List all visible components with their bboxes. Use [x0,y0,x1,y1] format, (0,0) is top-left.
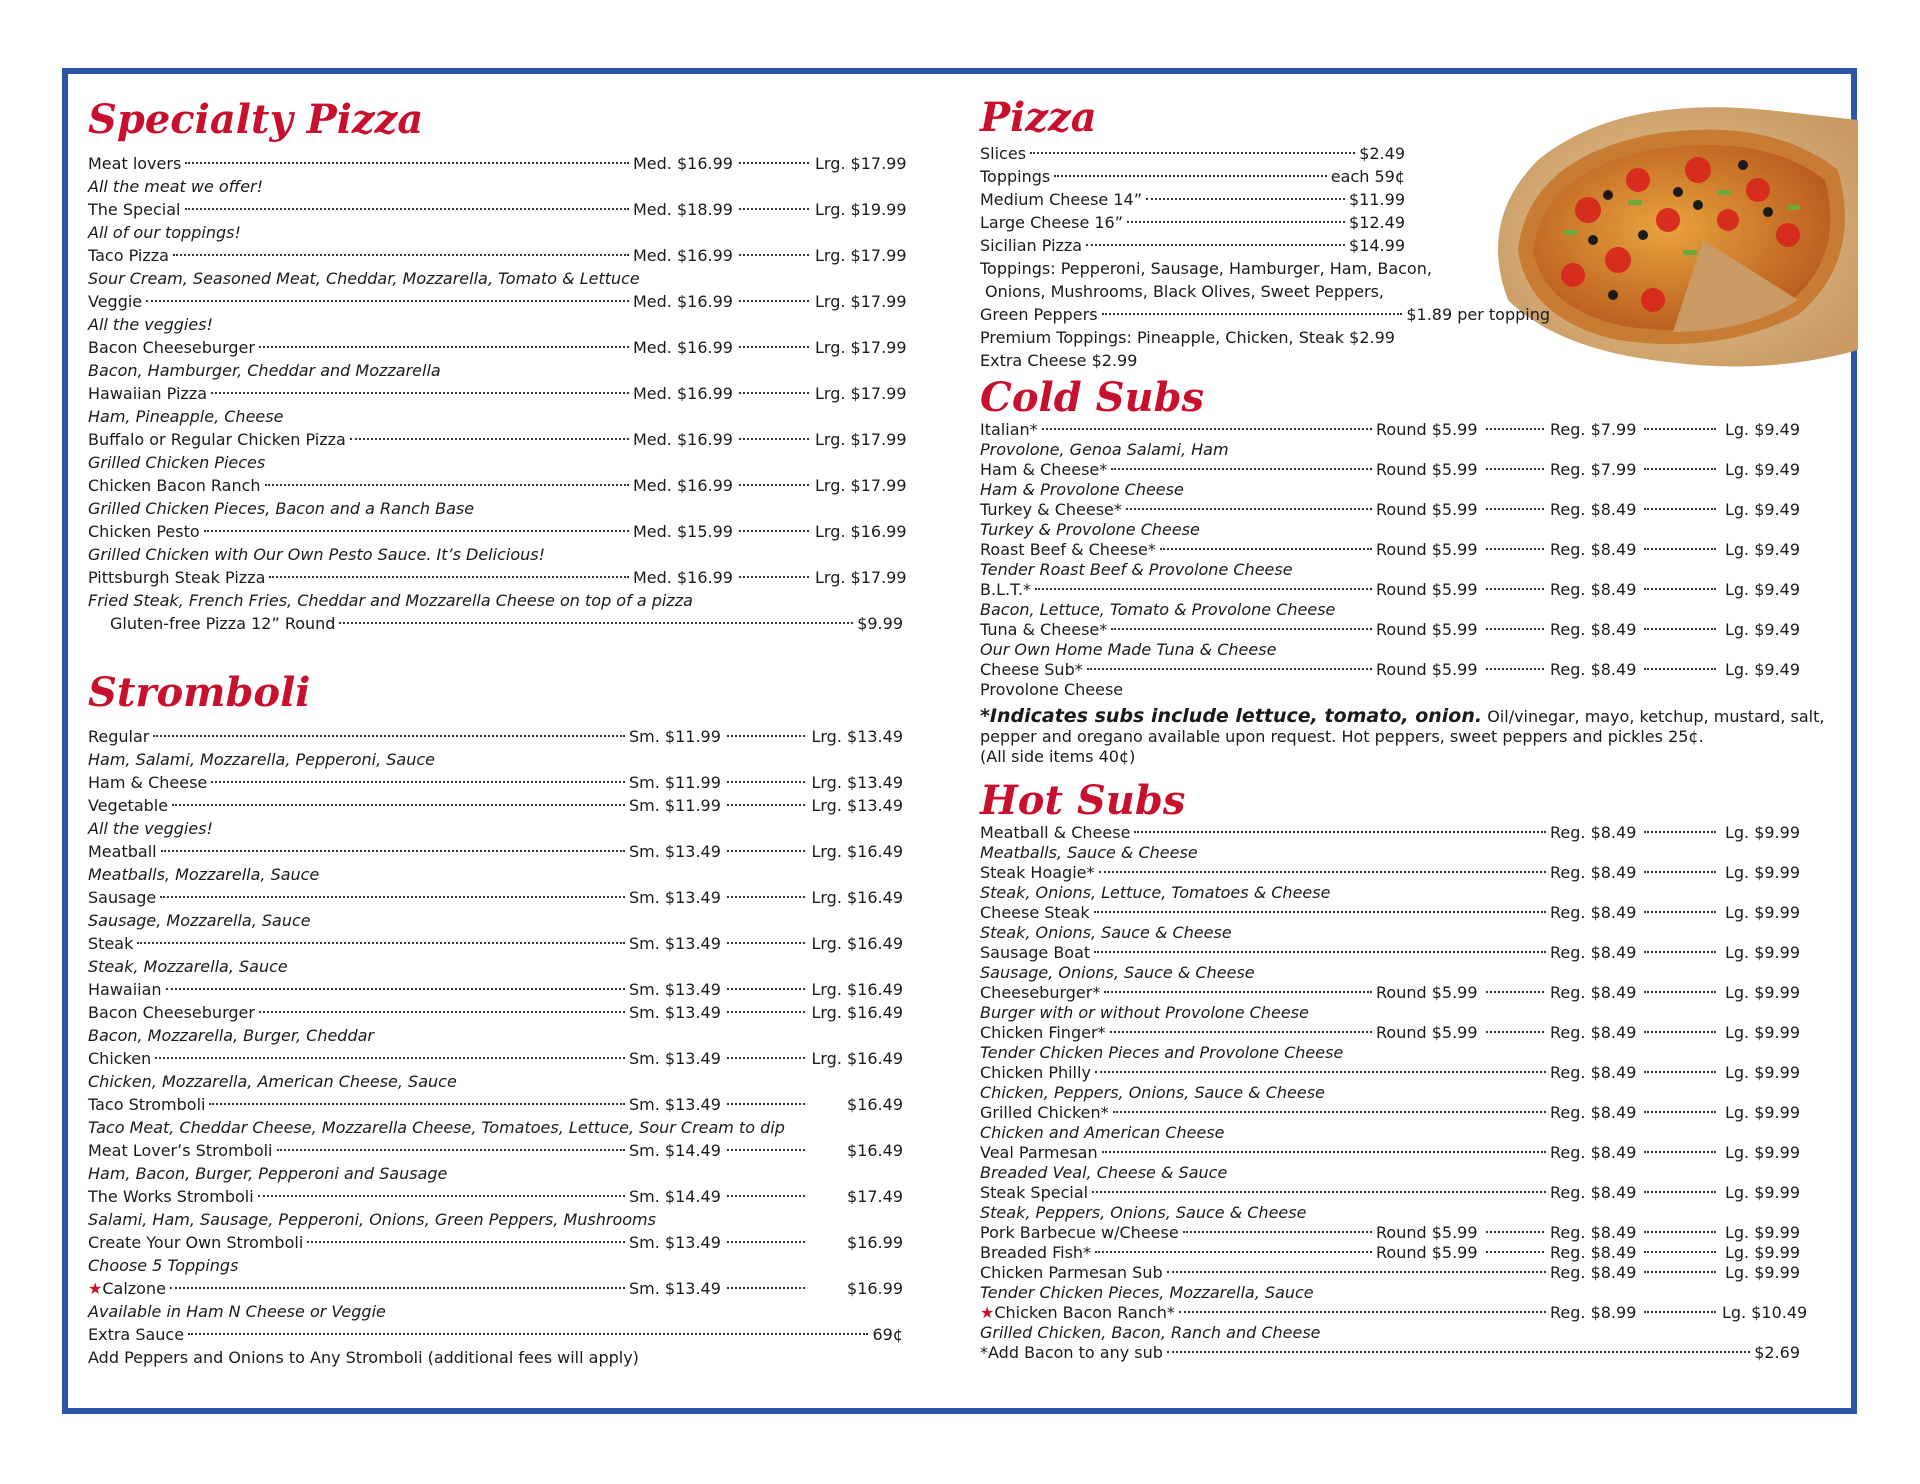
large-price: Lrg. $17.99 [815,338,907,357]
extra-cheese: Extra Cheese $2.99 [980,351,1138,370]
medium-price: Med. $16.99 [633,568,733,587]
item-price: each 59¢ [1330,167,1405,186]
extra-sauce-row [88,1323,903,1346]
toppings-line-1: Toppings: Pepperoni, Sausage, Hamburger, Ham, Bacon, [980,259,1432,278]
item-name: Meat lovers [88,154,182,173]
sub-item-row [980,500,1800,520]
regular-price: Reg. $8.49 [1550,983,1637,1002]
small-price: Sm. $11.99 [629,773,721,792]
item-name: Hawaiian [88,980,162,999]
round-price: Round $5.99 [1376,1223,1478,1242]
large-price: Lrg. $16.99 [815,522,907,541]
item-name: Meatball & Cheese [980,823,1131,842]
sub-item-row [980,1223,1800,1243]
item-name: Hawaiian Pizza [88,384,207,403]
item-name: Sausage [88,888,157,907]
round-price: Round $5.99 [1376,500,1478,519]
large-price: Lrg. $17.99 [815,568,907,587]
round-price: Round $5.99 [1376,580,1478,599]
large-price: Lg. $9.49 [1724,660,1800,679]
item-name: Taco Pizza [88,246,169,265]
item-name: Tuna & Cheese* [980,620,1108,639]
large-price: Lg. $9.49 [1724,500,1800,519]
item-name: Sicilian Pizza [980,236,1083,255]
item-description: Tender Chicken Pieces, Mozzarella, Sauce [980,1283,1314,1302]
round-price: Round $5.99 [1376,460,1478,479]
medium-price: Med. $18.99 [633,200,733,219]
item-name: Italian* [980,420,1038,439]
toppings-line-3: Green Peppers [980,305,1098,324]
star-icon: ★ [980,1303,995,1322]
medium-price: Med. $16.99 [633,154,733,173]
regular-price: Reg. $8.49 [1550,1063,1637,1082]
item-description: Meatballs, Sauce & Cheese [980,843,1198,862]
pizza-list [980,142,1405,257]
item-name: Roast Beef & Cheese* [980,540,1156,559]
large-price: Lrg. $16.49 [811,888,903,907]
item-name: The Special [88,200,181,219]
large-price: $16.99 [847,1279,903,1298]
small-price: Sm. $13.49 [629,1003,721,1022]
pizza-item-row [980,142,1405,165]
item-name: Meatball [88,842,157,861]
large-price: Lrg. $13.49 [811,796,903,815]
sub-item-row [980,620,1800,640]
large-price: Lrg. $16.49 [811,980,903,999]
small-price: Sm. $13.49 [629,1095,721,1114]
large-price: $16.99 [847,1233,903,1252]
cold-note-line3: (All side items 40¢) [980,747,1136,766]
gluten-free-price: $9.99 [857,614,903,633]
item-name: Breaded Fish* [980,1243,1092,1262]
item-description: Bacon, Hamburger, Cheddar and Mozzarella [88,361,441,380]
item-description: Available in Ham N Cheese or Veggie [88,1302,386,1321]
specialty-item-row [88,566,907,589]
medium-price: Med. $16.99 [633,292,733,311]
item-description: Our Own Home Made Tuna & Cheese [980,640,1277,659]
large-price: Lrg. $19.99 [815,200,907,219]
pizza-item-row [980,211,1405,234]
round-price: Round $5.99 [1376,540,1478,559]
left-column [88,96,907,1369]
large-price: Lrg. $16.49 [811,934,903,953]
item-price: $12.49 [1349,213,1405,232]
specialty-item-row [88,428,907,451]
sub-item-row [980,1183,1800,1203]
regular-price: Reg. $8.49 [1550,1243,1637,1262]
item-name: Chicken Finger* [980,1023,1106,1042]
regular-price: Reg. $8.49 [1550,1143,1637,1162]
stromboli-item-row [88,1277,903,1300]
item-description: Meatballs, Mozzarella, Sauce [88,865,320,884]
small-price: Sm. $13.49 [629,980,721,999]
cold-note-bold: *Indicates subs include lettuce, tomato, onion. [980,705,1483,727]
sub-item-row [980,863,1800,883]
medium-price: Med. $16.99 [633,476,733,495]
item-description: Fried Steak, French Fries, Cheddar and Mozzarella Cheese on top of a pizza [88,591,693,610]
specialty-item-row [88,474,907,497]
large-price: Lrg. $13.49 [811,727,903,746]
large-price: Lg. $9.99 [1724,1103,1800,1122]
item-price: $2.49 [1359,144,1405,163]
item-name: Pittsburgh Steak Pizza [88,568,266,587]
regular-price: Reg. $8.49 [1550,903,1637,922]
regular-price: Reg. $8.49 [1550,500,1637,519]
medium-price: Med. $16.99 [633,338,733,357]
round-price: Round $5.99 [1376,983,1478,1002]
item-name: Pork Barbecue w/Cheese [980,1223,1179,1242]
stromboli-item-row [88,1185,903,1208]
stromboli-item-row [88,1093,903,1116]
large-price: Lrg. $17.99 [815,476,907,495]
item-description: Grilled Chicken Pieces [88,453,266,472]
item-description: Turkey & Provolone Cheese [980,520,1200,539]
item-name: Steak Special [980,1183,1089,1202]
sub-item-row [980,823,1800,843]
large-price: $16.49 [847,1095,903,1114]
item-name: Chicken Pesto [88,522,200,541]
hot-subs-list [980,823,1808,1343]
pizza-item-row [980,188,1405,211]
item-description: All the veggies! [88,819,213,838]
item-name: Bacon Cheeseburger [88,338,255,357]
specialty-item-row [88,244,907,267]
item-description: Bacon, Lettuce, Tomato & Provolone Cheese [980,600,1336,619]
item-description: Ham, Bacon, Burger, Pepperoni and Sausage [88,1164,448,1183]
item-name: Medium Cheese 14” [980,190,1142,209]
item-name: The Works Stromboli [88,1187,254,1206]
item-description: Grilled Chicken, Bacon, Ranch and Cheese [980,1323,1321,1342]
item-name: Buffalo or Regular Chicken Pizza [88,430,346,449]
item-name: Sausage Boat [980,943,1091,962]
small-price: Sm. $13.49 [629,1279,721,1298]
regular-price: Reg. $8.49 [1550,1263,1637,1282]
large-price: Lg. $9.99 [1724,943,1800,962]
item-description: Steak, Peppers, Onions, Sauce & Cheese [980,1203,1307,1222]
item-description: Grilled Chicken with Our Own Pesto Sauce. It’s Delicious! [88,545,545,564]
item-description: Choose 5 Toppings [88,1256,239,1275]
item-description: Chicken and American Cheese [980,1123,1225,1142]
item-description: Tender Chicken Pieces and Provolone Cheese [980,1043,1344,1062]
sub-item-row [980,943,1800,963]
item-name: Large Cheese 16” [980,213,1124,232]
item-description: Bacon, Mozzarella, Burger, Cheddar [88,1026,374,1045]
item-name: Cheeseburger* [980,983,1101,1002]
stromboli-item-row [88,932,903,955]
large-price: Lg. $9.99 [1724,983,1800,1002]
stromboli-item-row [88,1231,903,1254]
stromboli-item-row [88,794,903,817]
large-price: Lg. $9.99 [1724,1223,1800,1242]
sub-item-row [980,1243,1800,1263]
large-price: Lrg. $17.99 [815,246,907,265]
round-price: Round $5.99 [1376,660,1478,679]
item-description: Chicken, Mozzarella, American Cheese, Sauce [88,1072,457,1091]
round-price: Round $5.99 [1376,420,1478,439]
large-price: Lg. $9.99 [1724,863,1800,882]
stromboli-item-row [88,1047,903,1070]
stromboli-item-row [88,978,903,1001]
small-price: Sm. $11.99 [629,796,721,815]
stromboli-item-row [88,771,903,794]
pizza-heading: Pizza [980,94,1097,141]
specialty-item-row [88,336,907,359]
item-description: Steak, Mozzarella, Sauce [88,957,288,976]
specialty-pizza-list [88,152,907,612]
specialty-pizza-heading: Specialty Pizza [88,96,424,143]
cold-note-line2: pepper and oregano available upon request. Hot peppers, sweet peppers and pickles 25¢. [980,727,1704,746]
item-description: Taco Meat, Cheddar Cheese, Mozzarella Cheese, Tomatoes, Lettuce, Sour Cream to dip [88,1118,785,1137]
regular-price: Reg. $8.49 [1550,660,1637,679]
stromboli-item-row [88,1001,903,1024]
cold-note-rest: Oil/vinegar, mayo, ketchup, mustard, salt, [1487,707,1825,726]
sub-item-row [980,580,1800,600]
item-name: Chicken Parmesan Sub [980,1263,1163,1282]
item-price: $14.99 [1349,236,1405,255]
item-description: All the veggies! [88,315,213,334]
sub-item-row [980,540,1800,560]
medium-price: Med. $16.99 [633,384,733,403]
large-price: Lrg. $16.49 [811,842,903,861]
small-price: Sm. $14.49 [629,1187,721,1206]
toppings-price-row [980,303,1550,326]
item-name: Taco Stromboli [88,1095,206,1114]
large-price: Lrg. $17.99 [815,430,907,449]
small-price: Sm. $14.49 [629,1141,721,1160]
item-name: Grilled Chicken* [980,1103,1109,1122]
regular-price: Reg. $7.99 [1550,460,1637,479]
sub-item-row [980,1263,1800,1283]
item-description: All the meat we offer! [88,177,264,196]
sub-item-row [980,1303,1808,1323]
small-price: Sm. $13.49 [629,934,721,953]
right-column [980,94,1830,1363]
large-price: Lrg. $17.99 [815,154,907,173]
large-price: Lg. $9.49 [1724,460,1800,479]
item-description: Salami, Ham, Sausage, Pepperoni, Onions, Green Peppers, Mushrooms [88,1210,656,1229]
large-price: Lg. $9.49 [1724,580,1800,599]
sub-item-row [980,1023,1800,1043]
sub-item-row [980,1063,1800,1083]
cold-subs-list [980,420,1800,680]
gluten-free-name: Gluten-free Pizza 12” Round [110,614,336,633]
toppings-per-price: $1.89 per topping [1406,305,1550,324]
regular-price: Reg. $8.49 [1550,863,1637,882]
regular-price: Reg. $8.49 [1550,823,1637,842]
item-name: Chicken Bacon Ranch [88,476,261,495]
regular-price: Reg. $8.49 [1550,1183,1637,1202]
item-name: Cheese Sub* [980,660,1083,679]
large-price: Lg. $9.49 [1724,540,1800,559]
medium-price: Med. $16.99 [633,246,733,265]
large-price: Lrg. $17.99 [815,292,907,311]
item-description: Tender Roast Beef & Provolone Cheese [980,560,1293,579]
sub-item-row [980,983,1800,1003]
large-price: Lg. $9.99 [1724,1263,1800,1282]
sub-item-row [980,1143,1800,1163]
item-name: Steak Hoagie* [980,863,1095,882]
large-price: Lg. $9.49 [1724,620,1800,639]
regular-price: Reg. $8.99 [1550,1303,1637,1322]
regular-price: Reg. $8.49 [1550,580,1637,599]
item-name: Chicken Philly [980,1063,1091,1082]
item-description: All of our toppings! [88,223,241,242]
large-price: Lg. $9.99 [1724,1183,1800,1202]
regular-price: Reg. $8.49 [1550,540,1637,559]
regular-price: Reg. $8.49 [1550,620,1637,639]
extra-sauce-name: Extra Sauce [88,1325,185,1344]
item-description: Sausage, Onions, Sauce & Cheese [980,963,1255,982]
pizza-item-row [980,165,1405,188]
stromboli-footnote: Add Peppers and Onions to Any Stromboli (additional fees will apply) [88,1348,639,1367]
large-price: $16.49 [847,1141,903,1160]
regular-price: Reg. $7.99 [1550,420,1637,439]
add-bacon-name: *Add Bacon to any sub [980,1343,1163,1362]
stromboli-item-row [88,840,903,863]
large-price: Lg. $9.99 [1724,823,1800,842]
regular-price: Reg. $8.49 [1550,1103,1637,1122]
sub-item-row [980,1103,1800,1123]
regular-price: Reg. $8.49 [1550,1223,1637,1242]
item-name: Create Your Own Stromboli [88,1233,304,1252]
item-name: Veal Parmesan [980,1143,1098,1162]
item-description: Sour Cream, Seasoned Meat, Cheddar, Mozzarella, Tomato & Lettuce [88,269,640,288]
item-name: Chicken Bacon Ranch* [994,1303,1175,1322]
large-price: Lg. $9.99 [1724,1063,1800,1082]
item-description: Provolone, Genoa Salami, Ham [980,440,1229,459]
add-bacon-row [980,1343,1800,1363]
medium-price: Med. $16.99 [633,430,733,449]
stromboli-heading: Stromboli [88,669,311,716]
item-name: Ham & Cheese* [980,460,1108,479]
stromboli-list [88,725,903,1323]
small-price: Sm. $11.99 [629,727,721,746]
premium-toppings: Premium Toppings: Pineapple, Chicken, Steak $2.99 [980,328,1395,347]
item-name: Toppings [980,167,1051,186]
large-price: Lrg. $17.99 [815,384,907,403]
small-price: Sm. $13.49 [629,888,721,907]
extra-sauce-price: 69¢ [872,1325,903,1344]
large-price: Lg. $10.49 [1722,1303,1808,1322]
sub-item-row [980,420,1800,440]
round-price: Round $5.99 [1376,1243,1478,1262]
cold-subs-note [980,706,1830,767]
large-price: Lg. $9.49 [1724,420,1800,439]
cold-subs-heading: Cold Subs [980,374,1205,421]
small-price: Sm. $13.49 [629,842,721,861]
large-price: Lg. $9.99 [1724,1143,1800,1162]
large-price: Lg. $9.99 [1724,903,1800,922]
large-price: Lrg. $16.49 [811,1003,903,1022]
item-description: Chicken, Peppers, Onions, Sauce & Cheese [980,1083,1325,1102]
specialty-item-row [88,198,907,221]
stromboli-item-row [88,1139,903,1162]
item-name: Steak [88,934,134,953]
add-bacon-price: $2.69 [1754,1343,1800,1362]
sub-item-row [980,903,1800,923]
toppings-line-2: Onions, Mushrooms, Black Olives, Sweet Peppers, [985,282,1384,301]
item-description: Grilled Chicken Pieces, Bacon and a Ranch Base [88,499,475,518]
star-icon: ★ [88,1279,103,1298]
item-price: $11.99 [1349,190,1405,209]
item-name: Slices [980,144,1027,163]
pizza-item-row [980,234,1405,257]
item-description: Steak, Onions, Sauce & Cheese [980,923,1232,942]
item-name: Meat Lover’s Stromboli [88,1141,273,1160]
stromboli-item-row [88,725,903,748]
specialty-item-row [88,290,907,313]
sub-item-row [980,460,1800,480]
hot-subs-heading: Hot Subs [980,777,1186,824]
item-name: Regular [88,727,150,746]
round-price: Round $5.99 [1376,1023,1478,1042]
specialty-item-row [88,152,907,175]
item-name: Ham & Cheese [88,773,208,792]
item-description: Ham, Pineapple, Cheese [88,407,284,426]
medium-price: Med. $15.99 [633,522,733,541]
large-price: $17.49 [847,1187,903,1206]
large-price: Lrg. $16.49 [811,1049,903,1068]
item-name: Veggie [88,292,143,311]
specialty-item-row [88,520,907,543]
small-price: Sm. $13.49 [629,1049,721,1068]
item-name: Vegetable [88,796,169,815]
item-name: Calzone [102,1279,166,1298]
large-price: Lg. $9.99 [1724,1023,1800,1042]
item-name: Bacon Cheeseburger [88,1003,255,1022]
gluten-free-row [88,612,903,635]
sub-item-row [980,660,1800,680]
round-price: Round $5.99 [1376,620,1478,639]
item-description: Sausage, Mozzarella, Sauce [88,911,311,930]
item-description: Breaded Veal, Cheese & Sauce [980,1163,1228,1182]
stromboli-item-row [88,886,903,909]
specialty-item-row [88,382,907,405]
item-name: Cheese Steak [980,903,1090,922]
regular-price: Reg. $8.49 [1550,943,1637,962]
regular-price: Reg. $8.49 [1550,1023,1637,1042]
item-description: Ham & Provolone Cheese [980,480,1184,499]
item-description: Ham, Salami, Mozzarella, Pepperoni, Sauce [88,750,436,769]
large-price: Lg. $9.99 [1724,1243,1800,1262]
item-description: Steak, Onions, Lettuce, Tomatoes & Cheese [980,883,1331,902]
small-price: Sm. $13.49 [629,1233,721,1252]
item-name: Turkey & Cheese* [980,500,1122,519]
item-name: B.L.T.* [980,580,1032,599]
item-name: Chicken [88,1049,152,1068]
item-description: Burger with or without Provolone Cheese [980,1003,1309,1022]
large-price: Lrg. $13.49 [811,773,903,792]
cold-last-line: Provolone Cheese [980,680,1124,699]
